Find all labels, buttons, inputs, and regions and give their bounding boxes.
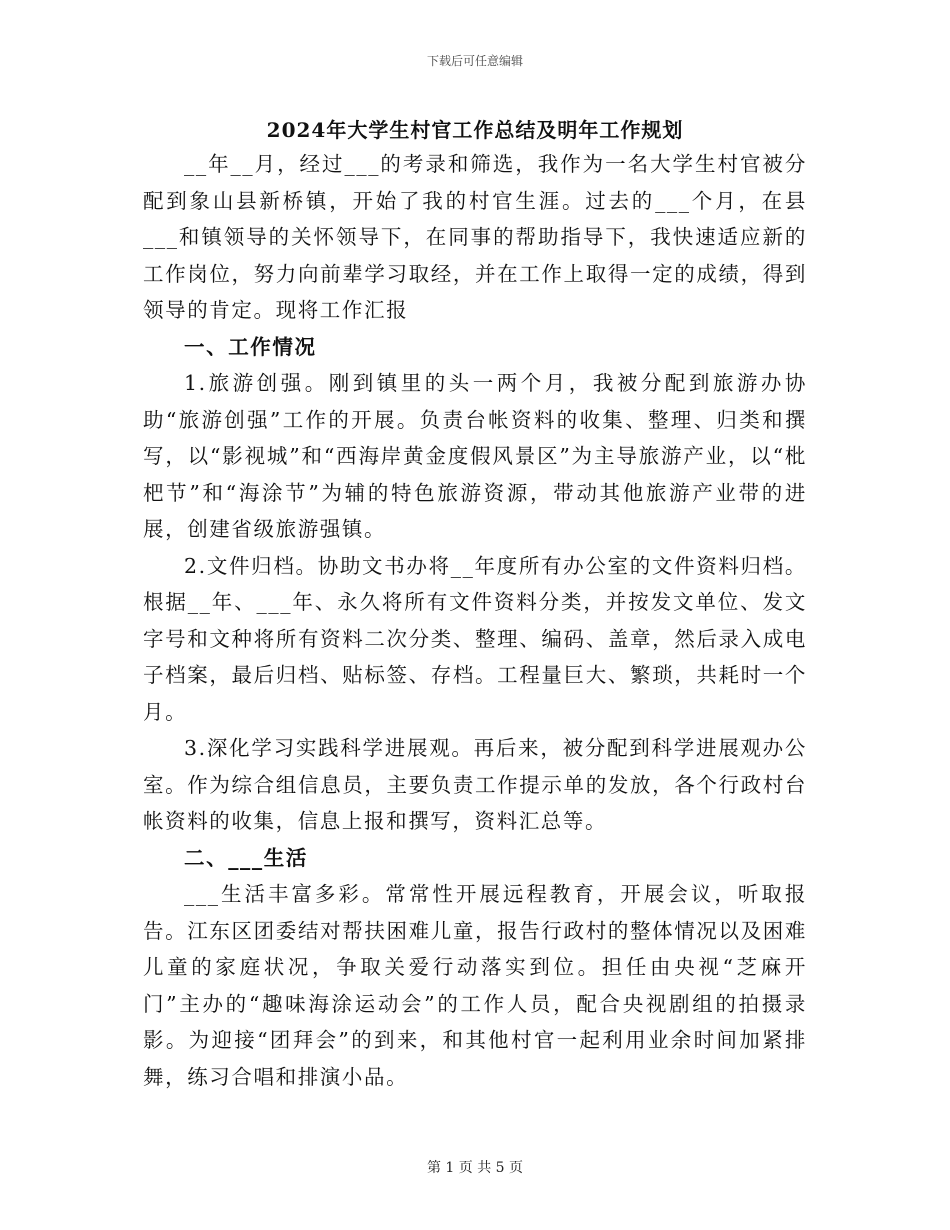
page-number: 第 1 页 共 5 页 [426, 1160, 524, 1176]
section-heading-work: 一、工作情况 [184, 334, 317, 359]
paragraph-study: 3.深化学习实践科学进展观。再后来，被分配到科学进展观办公室。作为综合组信息员，主要负责工作提示单的发放，各个行政村台帐资料的收集，信息上报和撰写，资料汇总等。 [143, 736, 807, 833]
document-title: 2024年大学生村官工作总结及明年工作规划 [266, 118, 684, 142]
intro-paragraph: __年__月，经过___的考录和筛选，我作为一名大学生村官被分配到象山县新桥镇，开始了我的村官生涯。过去的___个月，在县___和镇领导的关怀领导下，在同事的帮助指导下，我快速适应新的工作岗位，努力向前辈学习取经，并在工作上取得一定的成绩，得到领导的肯定。现将工作汇报 [143, 152, 807, 322]
paragraph-life: ___生活丰富多彩。常常性开展远程教育，开展会议，听取报告。江东区团委结对帮扶困难儿童，报告行政村的整体情况以及困难儿童的家庭状况，争取关爱行动落实到位。担任由央视“芝麻开门”主办的“趣味海涂运动会”的工作人员，配合央视剧组的拍摄录影。为迎接“团拜会”的到来，和其他村官一起利用业余时间加紧排舞，练习合唱和排演小品。 [143, 882, 807, 1089]
page-header: 下载后可任意编辑 [426, 54, 523, 68]
section-heading-life: 二、___生活 [184, 845, 308, 870]
document-body [143, 146, 807, 1095]
paragraph-tourism: 1.旅游创强。刚到镇里的头一两个月，我被分配到旅游办协助“旅游创强”工作的开展。负责台帐资料的收集、整理、归类和撰写，以“影视城”和“西海岸黄金度假风景区”为主导旅游产业，以“枇杷节”和“海涂节”为辅的特色旅游资源，带动其他旅游产业带的进展，创建省级旅游强镇。 [143, 371, 807, 541]
paragraph-filing: 2.文件归档。协助文书办将__年度所有办公室的文件资料归档。根据__年、___年、永久将所有文件资料分类，并按发文单位、发文字号和文种将所有资料二次分类、整理、编码、盖章，然后录入成电子档案，最后归档、贴标签、存档。工程量巨大、繁琐，共耗时一个月。 [143, 553, 807, 724]
